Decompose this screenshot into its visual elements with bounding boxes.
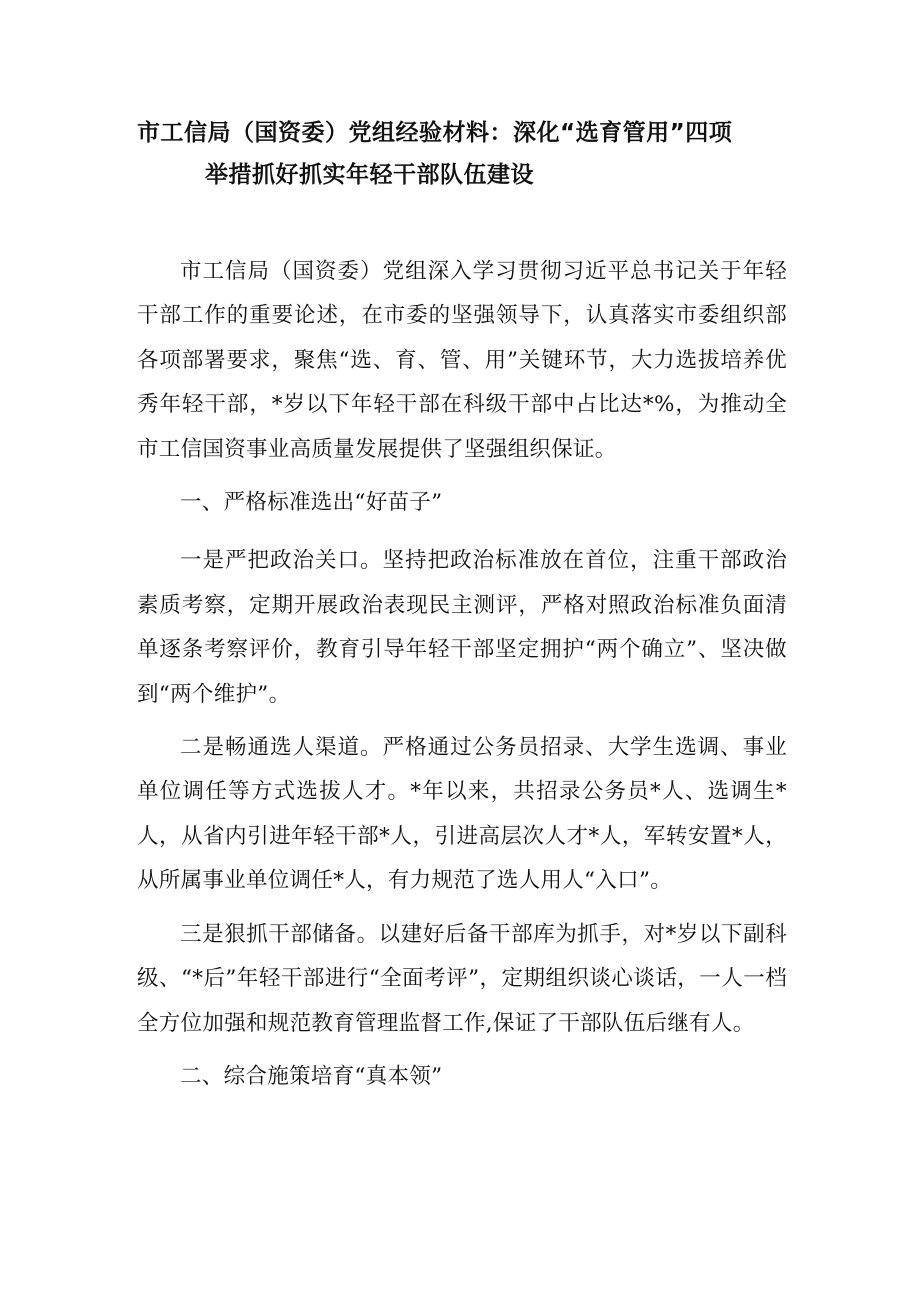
- section-heading-1: 一、严格标准选出“好苗子”: [180, 490, 443, 516]
- document-body: [137, 250, 787, 1113]
- paragraph-selection-channels: 二是畅通选人渠道。严格通过公务员招录、大学生选调、事业单位调任等方式选拔人才。*年以来，共招录公务员*人、选调生*人，从省内引进年轻干部*人，引进高层次人才*人，军转安置*人，从所属事业单位调任*人，有力规范了选人用人“入口”。: [137, 735, 787, 894]
- document-title-line-1: 市工信局（国资委）党组经验材料：深化“选育管用”四项: [137, 120, 733, 146]
- section-heading-2: 二、综合施策培育“真本领”: [180, 1063, 443, 1089]
- paragraph-political-standard: 一是严把政治关口。坚持把政治标准放在首位，注重干部政治素质考察，定期开展政治表现民主测评，严格对照政治标准负面清单逐条考察评价，教育引导年轻干部坚定拥护“两个确立”、坚决做到“两个维护”。: [137, 548, 787, 707]
- document-title-line-2: 举措抓好抓实年轻干部队伍建设: [205, 162, 534, 188]
- paragraph-cadre-reserve: 三是狠抓干部储备。以建好后备干部库为抓手，对*岁以下副科级、“*后”年轻干部进行“全面考评”，定期组织谈心谈话，一人一档全方位加强和规范教育管理监督工作,保证了干部队伍后继有人。: [137, 921, 787, 1036]
- intro-paragraph: 市工信局（国资委）党组深入学习贯彻习近平总书记关于年轻干部工作的重要论述，在市委的坚强领导下，认真落实市委组织部各项部署要求，聚焦“选、育、管、用”关键环节，大力选拔培养优秀年轻干部，*岁以下年轻干部在科级干部中占比达*%，为推动全市工信国资事业高质量发展提供了坚强组织保证。: [137, 259, 787, 462]
